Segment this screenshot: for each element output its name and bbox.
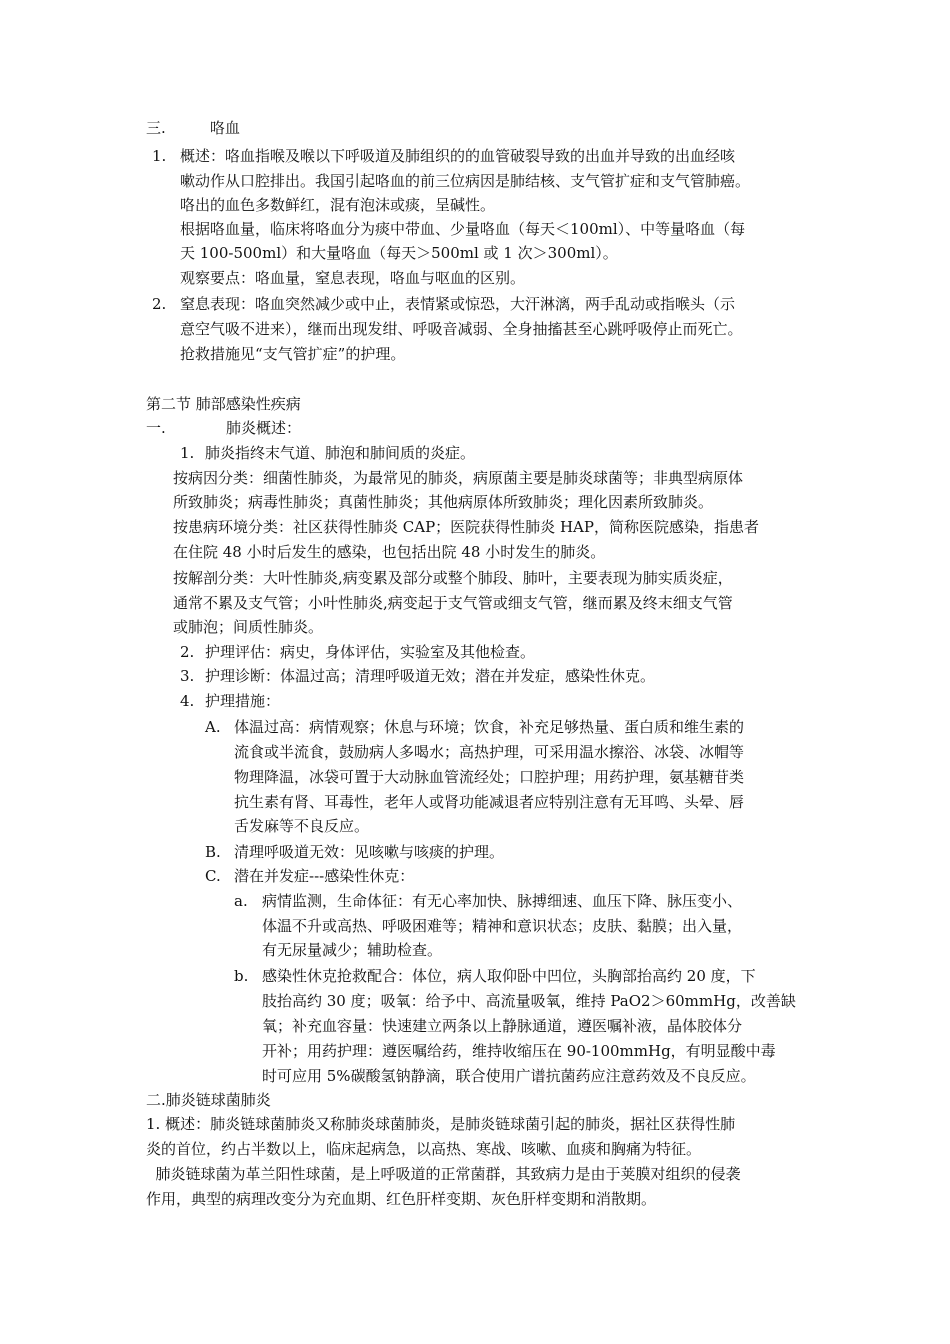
sub-number: B. xyxy=(205,843,221,861)
list-number: 1. xyxy=(180,444,195,462)
list-number: 4. xyxy=(180,692,195,710)
paragraph-line: 体温过高：病情观察；休息与环境；饮食，补充足够热量、蛋白质和维生素的 xyxy=(234,718,745,736)
paragraph-line: 舌发麻等不良反应。 xyxy=(234,817,370,835)
paragraph-line: 根据咯血量，临床将咯血分为痰中带血、少量咯血（每天＜100ml）、中等量咯血（每 xyxy=(180,220,746,238)
list-number: 1. xyxy=(152,147,167,165)
paragraph-line: 体温不升或高热、呼吸困难等；精神和意识状态；皮肤、黏膜；出入量， xyxy=(262,917,743,935)
paragraph-line: 物理降温，冰袋可置于大动脉血管流经处；口腔护理；用药护理，氨基糖苷类 xyxy=(234,768,745,786)
list-number: 2. xyxy=(180,643,195,661)
paragraph-line: 病情监测，生命体征：有无心率加快、脉搏细速、血压下降、脉压变小、 xyxy=(262,892,743,910)
paragraph-line: 咯出的血色多数鲜红，混有泡沫或痰，呈碱性。 xyxy=(180,196,496,214)
chapter-section-title: 第二节 肺部感染性疾病 xyxy=(146,395,301,413)
section-number: 三. xyxy=(146,119,166,137)
list-text: 护理措施： xyxy=(205,692,281,710)
paragraph-line: 有无尿量减少；辅助检查。 xyxy=(262,941,443,959)
part-heading xyxy=(146,415,302,441)
list-number: 2. xyxy=(152,295,167,313)
paragraph-line: 所致肺炎；病毒性肺炎；真菌性肺炎；其他病原体所致肺炎；理化因素所致肺炎。 xyxy=(173,493,714,511)
sub-number: A. xyxy=(205,718,221,736)
paragraph-line: 或肺泡；间质性肺炎。 xyxy=(173,618,324,636)
paragraph-line: 肢抬高约 30 度；吸氧：给予中、高流量吸氧，维持 PaO2＞60mmHg，改善缺 xyxy=(262,992,796,1010)
paragraph-line: 炎的首位，约占半数以上，临床起病急，以高热、寒战、咳嗽、血痰和胸痛为特征。 xyxy=(146,1140,702,1158)
paragraph-line: 天 100-500ml）和大量咯血（每天＞500ml 或 1 次＞300ml）。 xyxy=(180,244,618,262)
part-title: 肺炎概述： xyxy=(226,419,302,437)
paragraph-line: 氧；补充血容量：快速建立两条以上静脉通道，遵医嘱补液，晶体胶体分 xyxy=(262,1017,743,1035)
paragraph-line: 肺炎链球菌为革兰阳性球菌，是上呼吸道的正常菌群，其致病力是由于荚膜对组织的侵袭 xyxy=(146,1165,741,1183)
paragraph-line: 观察要点：咯血量，窒息表现，咯血与呕血的区别。 xyxy=(180,269,526,287)
list-text: 潜在并发症---感染性休克： xyxy=(234,867,415,885)
list-text: 肺炎指终末气道、肺泡和肺间质的炎症。 xyxy=(205,444,476,462)
section-title: 咯血 xyxy=(210,119,241,137)
paragraph-line: 意空气吸不进来），继而出现发绀、呼吸音减弱、全身抽搐甚至心跳呼吸停止而死亡。 xyxy=(180,320,743,338)
paragraph-line: 按解剖分类：大叶性肺炎,病变累及部分或整个肺段、肺叶，主要表现为肺实质炎症， xyxy=(173,569,733,587)
paragraph-line: 流食或半流食，鼓励病人多喝水；高热护理，可采用温水擦浴、冰袋、冰帽等 xyxy=(234,743,745,761)
paragraph-line: 按患病环境分类：社区获得性肺炎 CAP；医院获得性肺炎 HAP，简称医院感染，指患者 xyxy=(173,518,759,536)
paragraph-line: 抗生素有肾、耳毒性，老年人或肾功能减退者应特别注意有无耳鸣、头晕、唇 xyxy=(234,793,745,811)
sub-sub-number: a. xyxy=(234,892,248,910)
part-number: 一. xyxy=(146,419,166,437)
paragraph-line: 窒息表现：咯血突然减少或中止，表情紧或惊恐，大汗淋漓，两手乱动或指喉头（示 xyxy=(180,295,736,313)
paragraph-line: 按病因分类：细菌性肺炎，为最常见的肺炎，病原菌主要是肺炎球菌等；非典型病原体 xyxy=(173,469,744,487)
paragraph-line: 嗽动作从口腔排出。我国引起咯血的前三位病因是肺结核、支气管扩症和支气管肺癌。 xyxy=(180,172,751,190)
paragraph-line: 作用，典型的病理改变分为充血期、红色肝样变期、灰色肝样变期和消散期。 xyxy=(146,1190,657,1208)
paragraph-line: 概述：咯血指喉及喉以下呼吸道及肺组织的的血管破裂导致的出血并导致的出血经咳 xyxy=(180,147,736,165)
paragraph-line: 在住院 48 小时后发生的感染，也包括出院 48 小时发生的肺炎。 xyxy=(173,543,606,561)
list-text: 护理诊断：体温过高；清理呼吸道无效；潜在并发症，感染性休克。 xyxy=(205,667,656,685)
sub-number: C. xyxy=(205,867,221,885)
paragraph-line: 感染性休克抢救配合：体位，病人取仰卧中凹位，头胸部抬高约 20 度，下 xyxy=(262,967,756,985)
section-heading xyxy=(146,115,241,141)
list-text: 护理评估：病史，身体评估，实验室及其他检查。 xyxy=(205,643,536,661)
paragraph-line: 开补；用药护理：遵医嘱给药，维持收缩压在 90-100mmHg，有明显酸中毒 xyxy=(262,1042,776,1060)
sub-sub-number: b. xyxy=(234,967,249,985)
paragraph-line: 抢救措施见“支气管扩症”的护理。 xyxy=(180,345,406,363)
part-heading: 二.肺炎链球菌肺炎 xyxy=(146,1091,271,1109)
paragraph-line: 通常不累及支气管；小叶性肺炎,病变起于支气管或细支气管，继而累及终末细支气管 xyxy=(173,594,733,612)
paragraph-line: 1. 概述：肺炎链球菌肺炎又称肺炎球菌肺炎，是肺炎链球菌引起的肺炎，据社区获得性肺 xyxy=(146,1115,736,1133)
list-text: 清理呼吸道无效：见咳嗽与咳痰的护理。 xyxy=(234,843,505,861)
paragraph-line: 时可应用 5%碳酸氢钠静滴，联合使用广谱抗菌药应注意药效及不良反应。 xyxy=(262,1067,756,1085)
list-number: 3. xyxy=(180,667,195,685)
